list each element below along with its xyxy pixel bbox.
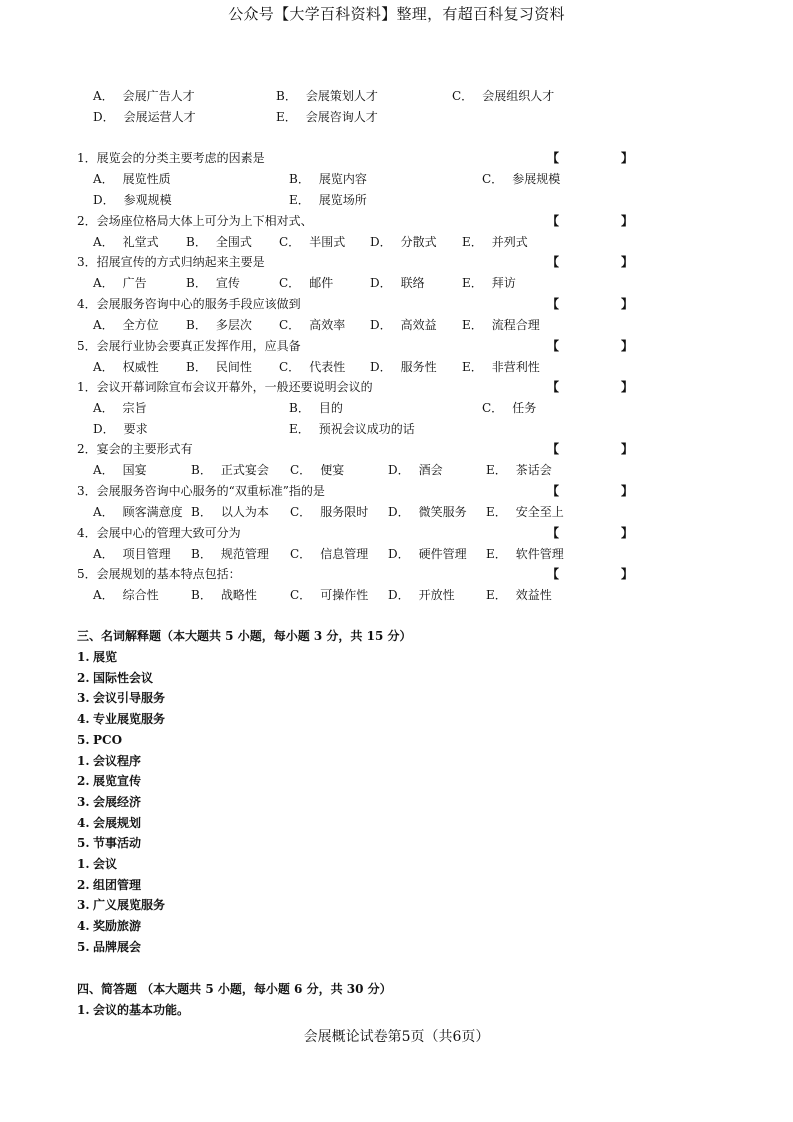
answer-bracket-open: 【 xyxy=(547,484,560,498)
option-text: 茶话会 xyxy=(515,463,552,477)
term-number: 1. xyxy=(77,650,90,664)
question-stem: 2．会场座位格局大体上可分为上下相对式、 xyxy=(77,214,313,228)
option-item xyxy=(279,357,345,377)
option-item xyxy=(290,544,368,564)
option-letter: E． xyxy=(462,276,483,290)
option-text: 会展运营人才 xyxy=(123,110,196,124)
answer-bracket-close: 】 xyxy=(621,484,634,498)
option-text: 高效益 xyxy=(400,318,437,332)
question-stem-row xyxy=(0,252,793,272)
option-row xyxy=(0,86,793,106)
option-text: 顾客满意度 xyxy=(122,505,183,519)
option-letter: B． xyxy=(186,360,207,374)
option-letter: E． xyxy=(486,547,507,561)
option-row xyxy=(0,357,793,377)
term-number: 2. xyxy=(77,877,90,892)
option-letter: B． xyxy=(186,235,207,249)
option-letter: B． xyxy=(186,276,207,290)
term-number: 2. xyxy=(77,774,90,789)
option-text: 参展规模 xyxy=(512,172,561,186)
option-text: 民间性 xyxy=(215,360,252,374)
option-text: 酒会 xyxy=(418,463,443,477)
option-text: 代表性 xyxy=(309,360,346,374)
term-number: 1. xyxy=(77,753,90,768)
option-text: 服务限时 xyxy=(320,505,369,519)
term-item xyxy=(77,916,141,936)
question-stem: 2．宴会的主要形式有 xyxy=(77,442,193,456)
option-item xyxy=(289,398,343,418)
option-letter: B． xyxy=(191,588,212,602)
answer-bracket-close: 】 xyxy=(621,151,634,165)
question-stem: 4．会展中心的管理大致可分为 xyxy=(77,526,241,540)
option-row xyxy=(0,502,793,522)
option-item xyxy=(289,169,367,189)
term-number: 4. xyxy=(77,815,90,830)
option-letter: C． xyxy=(279,276,301,290)
option-letter: D． xyxy=(388,505,410,519)
option-item xyxy=(93,315,159,335)
question-stem: 3．会展服务咨询中心服务的“双重标准”指的是 xyxy=(77,484,325,498)
answer-bracket-close: 】 xyxy=(621,442,634,456)
option-text: 分散式 xyxy=(400,235,437,249)
option-item xyxy=(370,232,437,252)
option-letter: E． xyxy=(462,318,483,332)
term-number: 5. xyxy=(77,732,90,747)
option-row xyxy=(0,460,793,480)
page-footer: 会展概论试卷第5页（共6页） xyxy=(303,1029,490,1045)
question-stem: 5．会展行业协会要真正发挥作用，应具备 xyxy=(77,339,301,353)
option-text: 以人为本 xyxy=(220,505,269,519)
option-letter: D． xyxy=(370,360,392,374)
term-text: 会议程序 xyxy=(93,753,142,768)
term-text: 节事活动 xyxy=(93,836,142,851)
question-stem-row xyxy=(0,377,793,397)
question-stem-row xyxy=(0,294,793,314)
question-stem-row xyxy=(0,564,793,584)
option-text: 预祝会议成功的话 xyxy=(318,422,415,436)
option-text: 安全至上 xyxy=(515,505,564,519)
answer-bracket-close: 】 xyxy=(621,526,634,540)
term-text: 专业展览服务 xyxy=(93,712,166,727)
option-letter: A． xyxy=(93,172,114,186)
answer-bracket-open: 【 xyxy=(547,442,560,456)
option-row xyxy=(0,273,793,293)
option-item xyxy=(370,357,437,377)
option-letter: A． xyxy=(93,276,114,290)
option-text: 全围式 xyxy=(215,235,252,249)
option-item xyxy=(93,460,147,480)
option-text: 多层次 xyxy=(215,318,252,332)
option-text: 软件管理 xyxy=(515,547,564,561)
answer-bracket-close: 】 xyxy=(621,380,634,394)
question-stem-row xyxy=(0,523,793,543)
answer-bracket-open: 【 xyxy=(547,526,560,540)
option-text: 展览性质 xyxy=(122,172,171,186)
option-text: 综合性 xyxy=(122,588,159,602)
option-item xyxy=(93,419,148,439)
option-letter: C． xyxy=(482,172,504,186)
term-item xyxy=(77,730,122,750)
option-item xyxy=(462,273,516,293)
option-text: 拜访 xyxy=(491,276,516,290)
term-item xyxy=(77,647,117,667)
option-item xyxy=(93,502,183,522)
option-text: 全方位 xyxy=(122,318,159,332)
option-item xyxy=(93,357,159,377)
term-text: 广义展览服务 xyxy=(93,898,166,913)
option-text: 战略性 xyxy=(220,588,257,602)
option-text: 礼堂式 xyxy=(122,235,159,249)
term-number: 3. xyxy=(77,691,90,706)
option-letter: E． xyxy=(462,235,483,249)
option-letter: D． xyxy=(388,588,410,602)
option-letter: A． xyxy=(93,505,114,519)
option-text: 项目管理 xyxy=(122,547,171,561)
option-letter: C． xyxy=(452,89,474,103)
term-text: 会议引导服务 xyxy=(93,691,166,706)
answer-bracket-open: 【 xyxy=(547,151,560,165)
option-letter: B． xyxy=(276,89,297,103)
option-letter: D． xyxy=(370,235,392,249)
answer-bracket-open: 【 xyxy=(547,380,560,394)
option-item xyxy=(276,107,378,127)
option-letter: B． xyxy=(186,318,207,332)
option-text: 会展咨询人才 xyxy=(305,110,378,124)
option-text: 流程合理 xyxy=(491,318,540,332)
term-item xyxy=(77,833,141,853)
option-item xyxy=(93,398,147,418)
option-letter: E． xyxy=(486,588,507,602)
question-stem-row xyxy=(0,439,793,459)
option-text: 目的 xyxy=(318,401,343,415)
term-item xyxy=(77,668,153,688)
question-stem: 5．会展规划的基本特点包括： xyxy=(77,567,241,581)
answer-bracket-close: 】 xyxy=(621,297,634,311)
term-text: 国际性会议 xyxy=(93,670,154,685)
option-text: 服务性 xyxy=(400,360,437,374)
option-letter: B． xyxy=(289,172,310,186)
answer-bracket-close: 】 xyxy=(621,214,634,228)
question-stem-row xyxy=(0,336,793,356)
section-title: 四、简答题 （本大题共 5 小题，每小题 6 分，共 30 分） xyxy=(77,982,392,996)
option-item xyxy=(93,273,147,293)
option-letter: D． xyxy=(388,547,410,561)
option-item xyxy=(93,86,195,106)
option-letter: A． xyxy=(93,463,114,477)
option-item xyxy=(462,232,528,252)
option-letter: A． xyxy=(93,235,114,249)
option-letter: C． xyxy=(290,547,312,561)
term-text: 品牌展会 xyxy=(93,939,142,954)
option-text: 会展组织人才 xyxy=(482,89,555,103)
option-text: 效益性 xyxy=(515,588,552,602)
term-item xyxy=(77,688,165,708)
option-item xyxy=(290,460,344,480)
answer-bracket-open: 【 xyxy=(547,339,560,353)
option-letter: A． xyxy=(93,89,114,103)
term-item xyxy=(77,895,165,915)
option-row xyxy=(0,544,793,564)
option-text: 要求 xyxy=(123,422,148,436)
option-item xyxy=(289,419,415,439)
option-item xyxy=(486,460,552,480)
option-text: 规范管理 xyxy=(220,547,269,561)
option-text: 硬件管理 xyxy=(418,547,467,561)
option-letter: E． xyxy=(486,505,507,519)
option-letter: B． xyxy=(191,547,212,561)
option-item xyxy=(186,357,252,377)
option-text: 广告 xyxy=(122,276,147,290)
question-stem: 4．会展服务咨询中心的服务手段应该做到 xyxy=(77,297,301,311)
option-item xyxy=(93,190,172,210)
option-item xyxy=(290,502,368,522)
option-letter: E． xyxy=(289,193,310,207)
option-letter: C． xyxy=(290,463,312,477)
term-number: 4. xyxy=(77,919,90,934)
option-item xyxy=(388,460,443,480)
option-row xyxy=(0,232,793,252)
answer-bracket-open: 【 xyxy=(547,255,560,269)
option-item xyxy=(93,232,159,252)
option-item xyxy=(388,544,467,564)
option-item xyxy=(486,502,564,522)
option-item xyxy=(388,502,467,522)
option-row xyxy=(0,419,793,439)
term-number: 5. xyxy=(77,939,90,954)
option-row xyxy=(0,169,793,189)
term-text: 会议 xyxy=(93,857,118,871)
option-item xyxy=(452,86,554,106)
option-letter: C． xyxy=(279,318,301,332)
option-item xyxy=(186,315,252,335)
option-letter: A． xyxy=(93,360,114,374)
option-item xyxy=(191,502,269,522)
short-answer-item xyxy=(77,1000,189,1020)
option-letter: D． xyxy=(388,463,410,477)
option-letter: E． xyxy=(462,360,483,374)
answer-bracket-close: 】 xyxy=(621,255,634,269)
option-row xyxy=(0,398,793,418)
term-item xyxy=(77,854,117,874)
option-letter: B． xyxy=(191,505,212,519)
page-header: 公众号【大学百科资料】整理，有超百科复习资料 xyxy=(228,5,565,23)
option-item xyxy=(482,398,536,418)
term-item xyxy=(77,709,165,729)
term-number: 1. xyxy=(77,857,90,871)
option-row xyxy=(0,585,793,605)
option-row xyxy=(0,315,793,335)
option-text: 非营利性 xyxy=(491,360,540,374)
term-text: PCO xyxy=(93,732,123,747)
option-item xyxy=(279,315,345,335)
option-text: 便宴 xyxy=(320,463,345,477)
option-text: 可操作性 xyxy=(320,588,369,602)
option-letter: E． xyxy=(276,110,297,124)
term-item xyxy=(77,792,141,812)
question-stem-row xyxy=(0,148,793,168)
option-item xyxy=(290,585,368,605)
option-letter: D． xyxy=(93,422,115,436)
option-item xyxy=(191,544,269,564)
term-number: 4. xyxy=(77,712,90,727)
option-letter: D． xyxy=(370,276,392,290)
option-letter: A． xyxy=(93,588,114,602)
option-item xyxy=(486,585,552,605)
option-text: 微笑服务 xyxy=(418,505,467,519)
option-text: 宣传 xyxy=(215,276,240,290)
term-number: 3. xyxy=(77,794,90,809)
option-item xyxy=(191,460,269,480)
option-item xyxy=(93,585,159,605)
option-text: 并列式 xyxy=(491,235,528,249)
option-letter: C． xyxy=(482,401,504,415)
term-text: 会展经济 xyxy=(93,794,142,809)
option-letter: D． xyxy=(93,193,115,207)
option-text: 宗旨 xyxy=(122,401,147,415)
option-letter: A． xyxy=(93,547,114,561)
option-letter: B． xyxy=(191,463,212,477)
question-stem-row xyxy=(0,481,793,501)
term-text: 展览 xyxy=(93,650,118,664)
term-item xyxy=(77,813,141,833)
term-item xyxy=(77,937,141,957)
option-letter: B． xyxy=(289,401,310,415)
option-letter: C． xyxy=(290,505,312,519)
option-letter: A． xyxy=(93,401,114,415)
option-item xyxy=(462,357,540,377)
question-stem-row xyxy=(0,211,793,231)
option-text: 正式宴会 xyxy=(220,463,269,477)
answer-bracket-open: 【 xyxy=(547,214,560,228)
option-text: 半围式 xyxy=(309,235,346,249)
answer-bracket-open: 【 xyxy=(547,297,560,311)
option-text: 会展广告人才 xyxy=(122,89,195,103)
option-text: 会展策划人才 xyxy=(305,89,378,103)
option-letter: C． xyxy=(279,235,301,249)
option-item xyxy=(186,273,240,293)
option-item xyxy=(186,232,252,252)
option-text: 任务 xyxy=(512,401,537,415)
term-item xyxy=(77,875,141,895)
term-number: 5. xyxy=(77,836,90,851)
option-item xyxy=(370,315,437,335)
option-text: 信息管理 xyxy=(320,547,369,561)
option-letter: D． xyxy=(93,110,115,124)
section-title: 三、名词解释题（本大题共 5 小题，每小题 3 分，共 15 分） xyxy=(77,629,412,643)
option-row xyxy=(0,190,793,210)
term-number: 2. xyxy=(77,670,90,685)
option-item xyxy=(370,273,425,293)
option-text: 高效率 xyxy=(309,318,346,332)
question-stem: 1．会议开幕词除宣布会议开幕外，一般还要说明会议的 xyxy=(77,380,373,394)
option-letter: E． xyxy=(289,422,310,436)
question-stem: 3．招展宣传的方式归纳起来主要是 xyxy=(77,255,265,269)
term-text: 展览宣传 xyxy=(93,774,142,789)
term-item xyxy=(77,771,141,791)
option-item xyxy=(289,190,367,210)
option-item xyxy=(279,273,333,293)
option-item xyxy=(93,544,171,564)
option-text: 权威性 xyxy=(122,360,159,374)
option-text: 邮件 xyxy=(309,276,334,290)
option-item xyxy=(191,585,257,605)
option-text: 展览场所 xyxy=(318,193,367,207)
option-letter: C． xyxy=(290,588,312,602)
option-item xyxy=(486,544,564,564)
term-number: 3. xyxy=(77,898,90,913)
term-item xyxy=(77,751,141,771)
option-item xyxy=(93,107,196,127)
option-text: 国宴 xyxy=(122,463,147,477)
option-letter: E． xyxy=(486,463,507,477)
answer-bracket-close: 】 xyxy=(621,339,634,353)
item-number: 1. xyxy=(77,1003,90,1017)
option-row xyxy=(0,107,793,127)
option-item xyxy=(482,169,560,189)
option-item xyxy=(279,232,345,252)
option-item xyxy=(462,315,540,335)
option-text: 展览内容 xyxy=(318,172,367,186)
option-letter: D． xyxy=(370,318,392,332)
term-text: 奖励旅游 xyxy=(93,919,142,934)
term-text: 组团管理 xyxy=(93,877,142,892)
option-text: 联络 xyxy=(400,276,425,290)
question-stem: 1．展览会的分类主要考虑的因素是 xyxy=(77,151,265,165)
option-letter: C． xyxy=(279,360,301,374)
item-text: 会议的基本功能。 xyxy=(93,1003,190,1017)
option-item xyxy=(93,169,171,189)
option-text: 开放性 xyxy=(418,588,455,602)
option-item xyxy=(276,86,378,106)
answer-bracket-open: 【 xyxy=(547,567,560,581)
answer-bracket-close: 】 xyxy=(621,567,634,581)
option-item xyxy=(388,585,455,605)
term-text: 会展规划 xyxy=(93,815,142,830)
option-letter: A． xyxy=(93,318,114,332)
option-text: 参观规模 xyxy=(123,193,172,207)
